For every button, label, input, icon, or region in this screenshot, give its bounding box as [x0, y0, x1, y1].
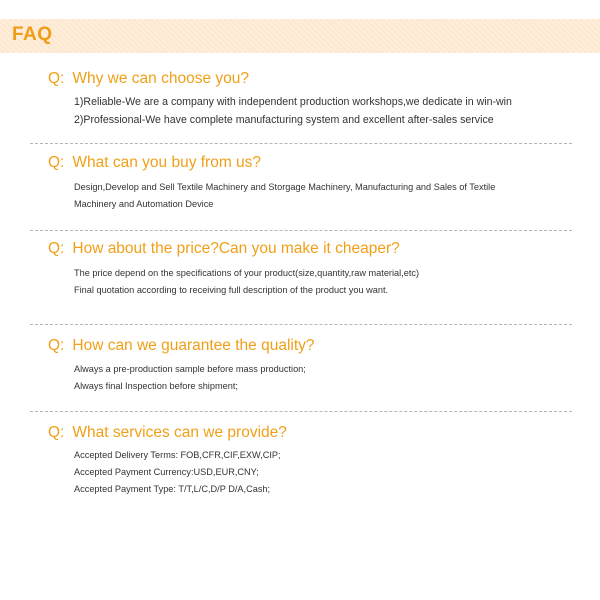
question-text: Why we can choose you? [72, 70, 249, 87]
question-text: How about the price?Can you make it cheaper? [72, 240, 400, 257]
question-text: How can we guarantee the quality? [72, 337, 315, 354]
faq-answer-5-line-3: Accepted Payment Type: T/T,L/C,D/P D/A,Cash; [74, 484, 271, 494]
faq-answer-3-line-2: Final quotation according to receiving full description of the product you want. [74, 285, 389, 295]
faq-answer-1-line-2: 2)Professional-We have complete manufacturing system and excellent after-sales service [74, 114, 494, 126]
faq-answer-4-line-2: Always final Inspection before shipment; [74, 381, 238, 391]
divider [30, 143, 572, 144]
faq-question-5 [48, 424, 287, 442]
question-prefix: Q: [48, 337, 65, 354]
faq-answer-4-line-1: Always a pre-production sample before mass production; [74, 364, 306, 374]
question-prefix: Q: [48, 70, 65, 87]
divider [30, 411, 572, 412]
faq-question-1 [48, 70, 249, 88]
question-prefix: Q: [48, 424, 65, 441]
faq-answer-5-line-2: Accepted Payment Currency:USD,EUR,CNY; [74, 467, 259, 477]
faq-answer-5-line-1: Accepted Delivery Terms: FOB,CFR,CIF,EXW,CIP; [74, 450, 281, 460]
faq-question-4 [48, 337, 315, 355]
faq-answer-1-line-1: 1)Reliable-We are a company with independent production workshops,we dedicate in win-win [74, 96, 512, 108]
question-text: What services can we provide? [72, 424, 287, 441]
faq-answer-2-line-2: Machinery and Automation Device [74, 199, 214, 209]
faq-question-3 [48, 240, 400, 258]
divider [30, 230, 572, 231]
divider [30, 324, 572, 325]
faq-answer-2-line-1: Design,Develop and Sell Textile Machinery and Storgage Machinery, Manufacturing and Sales of Textile [74, 182, 496, 192]
faq-title: FAQ [12, 24, 53, 45]
question-text: What can you buy from us? [72, 154, 262, 171]
faq-answer-3-line-1: The price depend on the specifications of your product(size,quantity,raw material,etc) [74, 268, 420, 278]
faq-question-2 [48, 154, 261, 172]
question-prefix: Q: [48, 154, 65, 171]
question-prefix: Q: [48, 240, 65, 257]
faq-header-bar [0, 19, 600, 53]
